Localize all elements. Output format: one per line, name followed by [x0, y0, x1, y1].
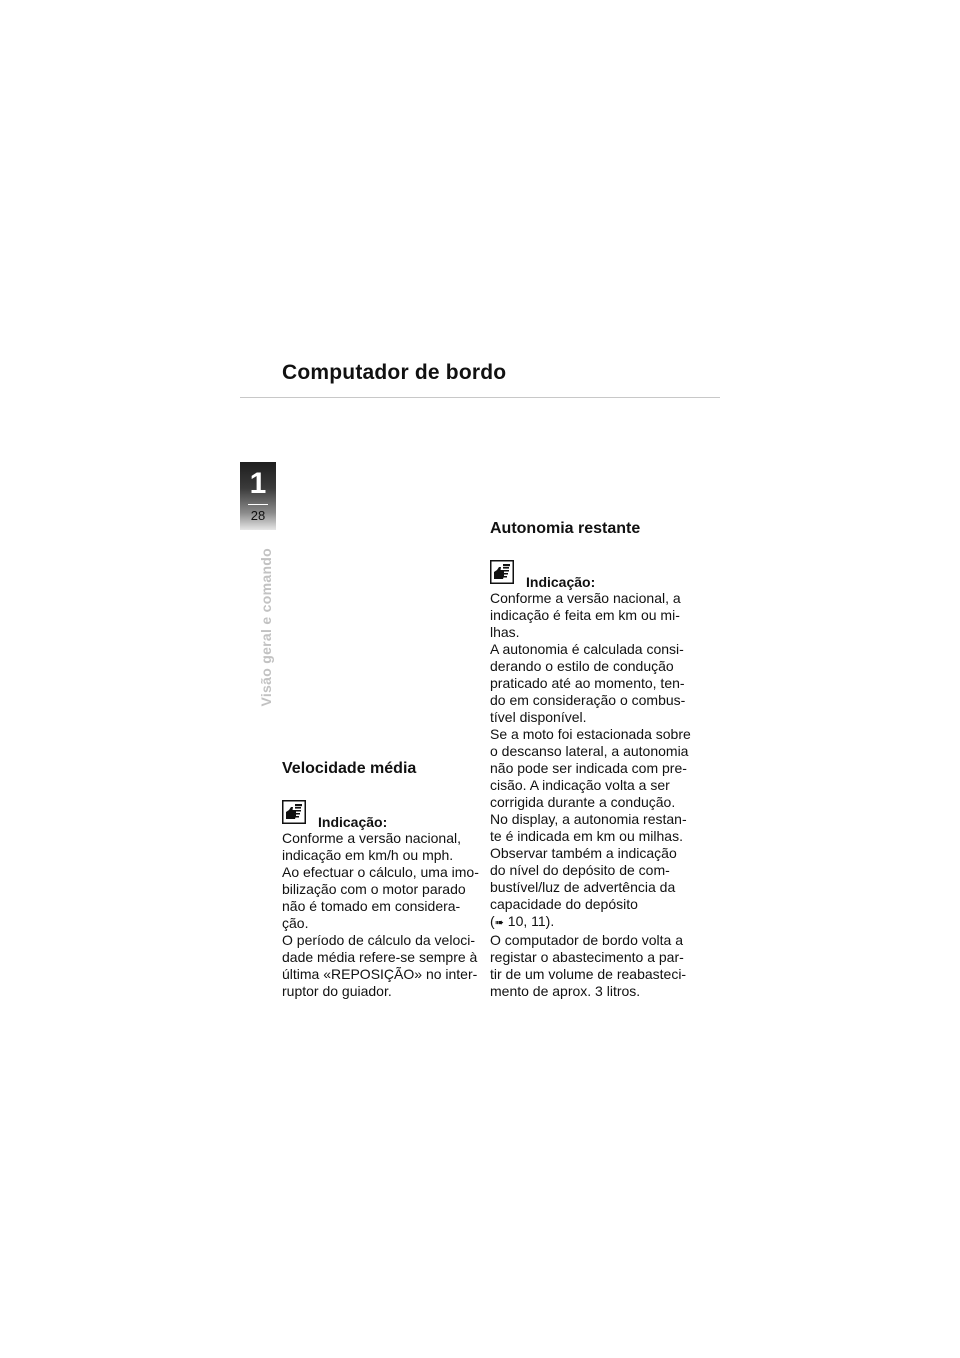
text-line: derando o estilo de condução	[490, 658, 674, 674]
text-line: praticado até ao momento, ten-	[490, 675, 685, 691]
text-line: O período de cálculo da veloci-	[282, 932, 475, 948]
reference-open: (	[490, 913, 495, 929]
chapter-number: 1	[249, 467, 267, 500]
text-line: tível disponível.	[490, 709, 587, 725]
text-line: bilização com o motor parado	[282, 881, 466, 897]
text-line: não pode ser indicada com pre-	[490, 760, 687, 776]
note-header	[282, 800, 492, 830]
text-line: registar o abastecimento a par-	[490, 949, 684, 965]
note-label: Indicação:	[526, 574, 596, 590]
note-header	[490, 560, 700, 590]
section-remaining-range	[490, 518, 700, 1000]
chapter-tab	[240, 462, 276, 530]
text-line: Observar também a indicação	[490, 845, 677, 861]
text-line: do nível do depósito de com-	[490, 862, 670, 878]
chapter-divider	[248, 504, 268, 505]
section-average-speed	[282, 758, 492, 1000]
text-line: Ao efectuar o cálculo, uma imo-	[282, 864, 479, 880]
section-heading-average-speed: Velocidade média	[282, 760, 417, 777]
text-line: última «REPOSIÇÃO» no inter-	[282, 966, 478, 982]
side-section-label: Visão geral e comando	[258, 548, 274, 707]
body-text	[490, 590, 700, 1000]
title-divider	[240, 397, 720, 398]
text-line: lhas.	[490, 624, 520, 640]
text-line: Conforme a versão nacional, a	[490, 590, 681, 606]
page-reference: 10, 11).	[503, 913, 555, 929]
body-text	[282, 830, 492, 1000]
text-line: bustível/luz de advertência da	[490, 879, 676, 895]
text-line: mento de aprox. 3 litros.	[490, 983, 641, 999]
text-line: dade média refere-se sempre à	[282, 949, 478, 965]
text-line: ção.	[282, 915, 309, 931]
text-line: corrigida durante a condução.	[490, 794, 676, 810]
text-line: cisão. A indicação volta a ser	[490, 777, 670, 793]
text-line: te é indicada em km ou milhas.	[490, 828, 683, 844]
text-line: Se a moto foi estacionada sobre	[490, 726, 691, 742]
text-line: do em consideração o combus-	[490, 692, 686, 708]
note-label: Indicação:	[318, 814, 388, 830]
reference-line	[490, 913, 700, 932]
text-line: A autonomia é calculada consi-	[490, 641, 684, 657]
arrow-right-icon: ➠	[494, 917, 504, 929]
text-line: capacidade do depósito	[490, 896, 638, 912]
text-line: indicação é feita em km ou mi-	[490, 607, 680, 623]
text-line: ruptor do guiador.	[282, 983, 392, 999]
text-line: O computador de bordo volta a	[490, 932, 684, 948]
text-line: indicação em km/h ou mph.	[282, 847, 454, 863]
text-line: não é tomado em considera-	[282, 898, 461, 914]
text-line: tir de um volume de reabasteci-	[490, 966, 687, 982]
hand-pointing-note-icon	[490, 560, 514, 584]
page-number: 28	[250, 508, 266, 523]
section-heading-remaining-range: Autonomia restante	[490, 520, 641, 537]
hand-pointing-note-icon	[282, 800, 306, 824]
text-line: o descanso lateral, a autonomia	[490, 743, 689, 759]
page-title: Computador de bordo	[282, 361, 507, 384]
text-line: Conforme a versão nacional,	[282, 830, 461, 846]
text-line: No display, a autonomia restan-	[490, 811, 687, 827]
